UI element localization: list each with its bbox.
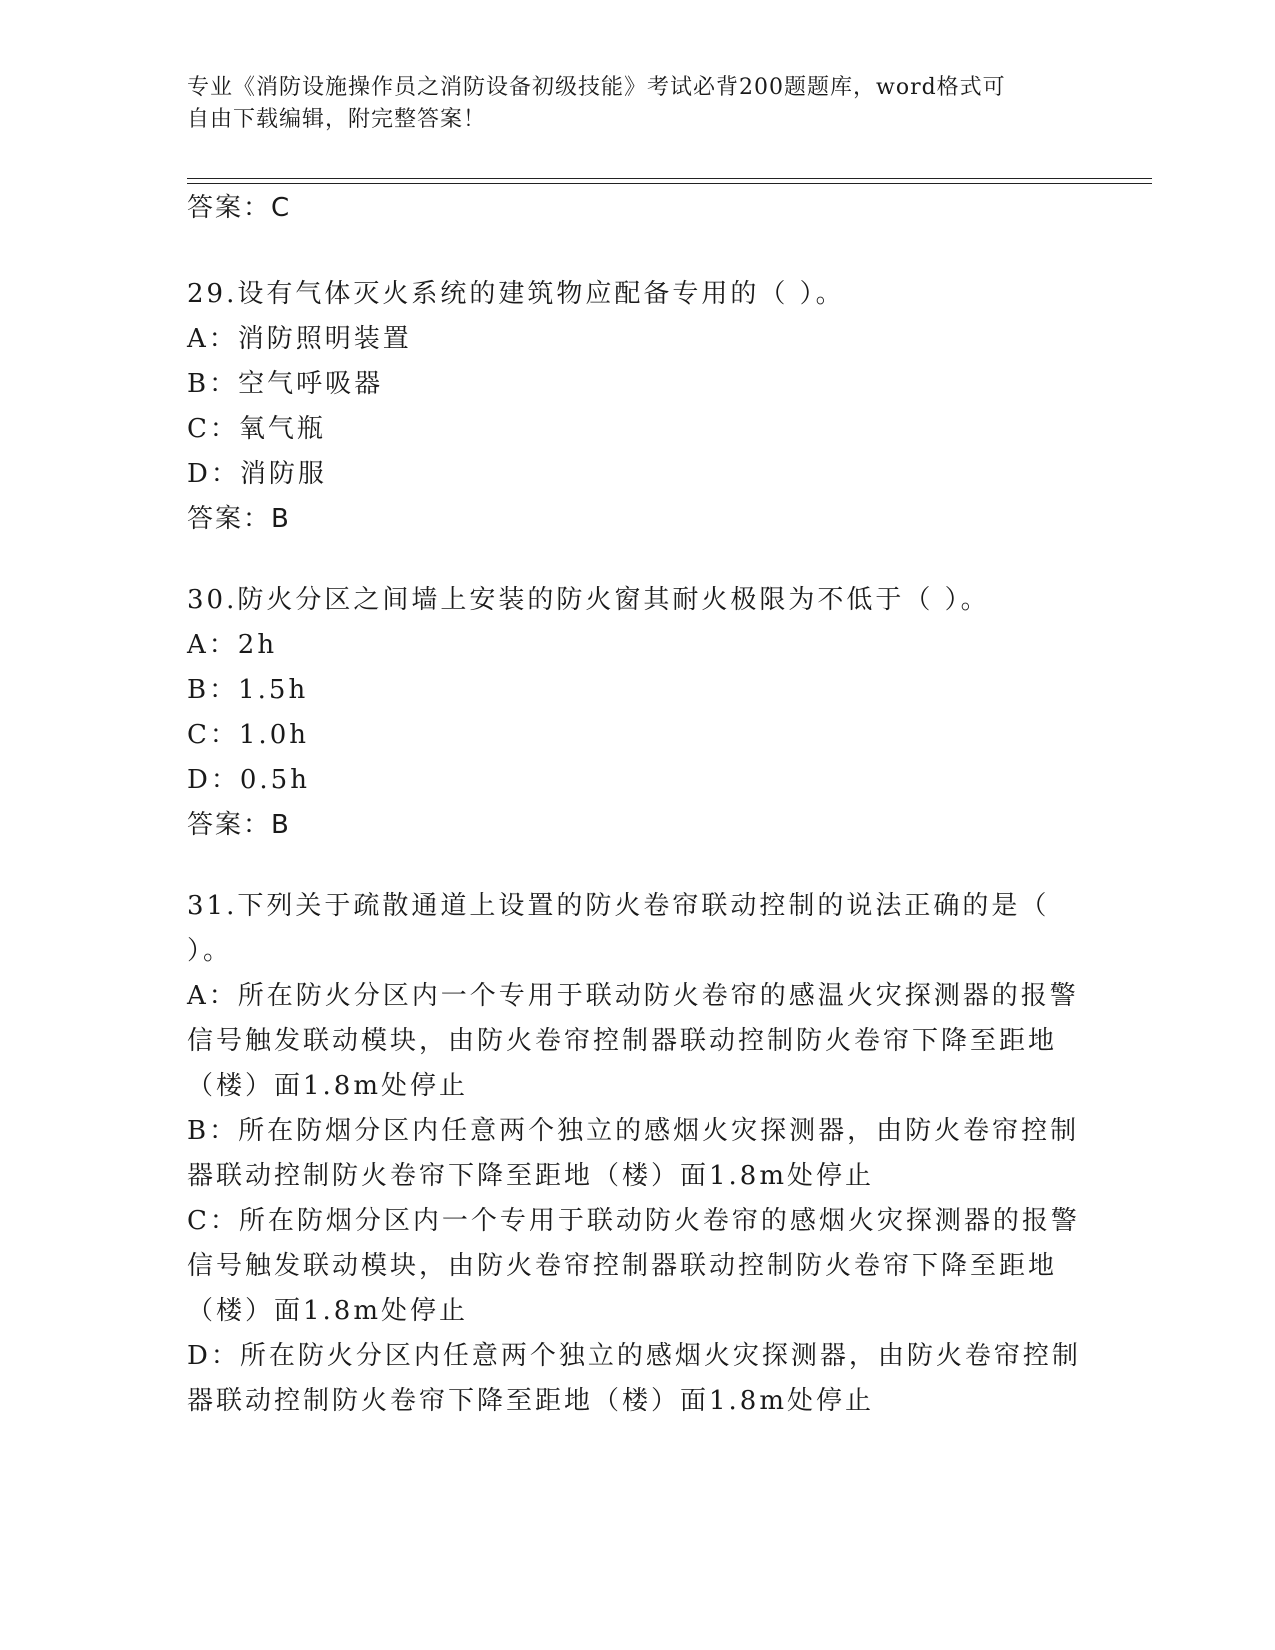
header-divider-bottom <box>187 183 1152 184</box>
option-a: A：2h <box>187 630 278 660</box>
option-line: （楼）面1.8m处停止 <box>187 1296 469 1326</box>
option-c: C：氧气瓶 <box>187 414 326 444</box>
option-line: A：所在防火分区内一个专用于联动防火卷帘的感温火灾探测器的报警 <box>187 981 1079 1011</box>
option-line: 器联动控制防火卷帘下降至距地（楼）面1.8m处停止 <box>187 1161 875 1191</box>
option-line: （楼）面1.8m处停止 <box>187 1071 469 1101</box>
option-a: A：消防照明装置 <box>187 324 412 354</box>
document-header <box>187 72 1067 136</box>
option-c: C：1.0h <box>187 720 309 750</box>
answer-label: 答案：C <box>187 193 292 223</box>
header-divider-top <box>187 178 1152 179</box>
option-line: 信号触发联动模块，由防火卷帘控制器联动控制防火卷帘下降至距地 <box>187 1251 1058 1281</box>
option-line: B：所在防烟分区内任意两个独立的感烟火灾探测器，由防火卷帘控制 <box>187 1116 1080 1146</box>
question-stem: 29.设有气体灭火系统的建筑物应配备专用的（ ）。 <box>187 279 845 309</box>
option-d <box>187 1334 1081 1424</box>
question-stem <box>187 884 1067 974</box>
option-b: B：空气呼吸器 <box>187 369 384 399</box>
header-line-1: 专业《消防设施操作员之消防设备初级技能》考试必背200题题库，word格式可 <box>187 75 1006 100</box>
question-29 <box>187 272 1067 542</box>
option-line: 信号触发联动模块，由防火卷帘控制器联动控制防火卷帘下降至距地 <box>187 1026 1058 1056</box>
answer-label: 答案：B <box>187 810 291 840</box>
header-line-2: 自由下载编辑，附完整答案！ <box>187 107 487 132</box>
question-30 <box>187 578 1067 848</box>
option-b: B：1.5h <box>187 675 309 705</box>
option-a <box>187 974 1079 1109</box>
option-c <box>187 1199 1080 1334</box>
option-d: D：0.5h <box>187 765 310 795</box>
option-line: C：所在防烟分区内一个专用于联动防火卷帘的感烟火灾探测器的报警 <box>187 1206 1080 1236</box>
option-line: 器联动控制防火卷帘下降至距地（楼）面1.8m处停止 <box>187 1386 875 1416</box>
question-stem-line: ）。 <box>187 936 233 966</box>
option-d: D：消防服 <box>187 459 327 489</box>
option-b <box>187 1109 1080 1199</box>
prev-answer-block <box>187 186 1067 231</box>
answer-label: 答案：B <box>187 504 291 534</box>
question-stem-line: 31.下列关于疏散通道上设置的防火卷帘联动控制的说法正确的是（ <box>187 891 1050 921</box>
option-line: D：所在防火分区内任意两个独立的感烟火灾探测器，由防火卷帘控制 <box>187 1341 1081 1371</box>
question-31 <box>187 884 1081 1424</box>
question-stem: 30.防火分区之间墙上安装的防火窗其耐火极限为不低于（ ）。 <box>187 585 990 615</box>
